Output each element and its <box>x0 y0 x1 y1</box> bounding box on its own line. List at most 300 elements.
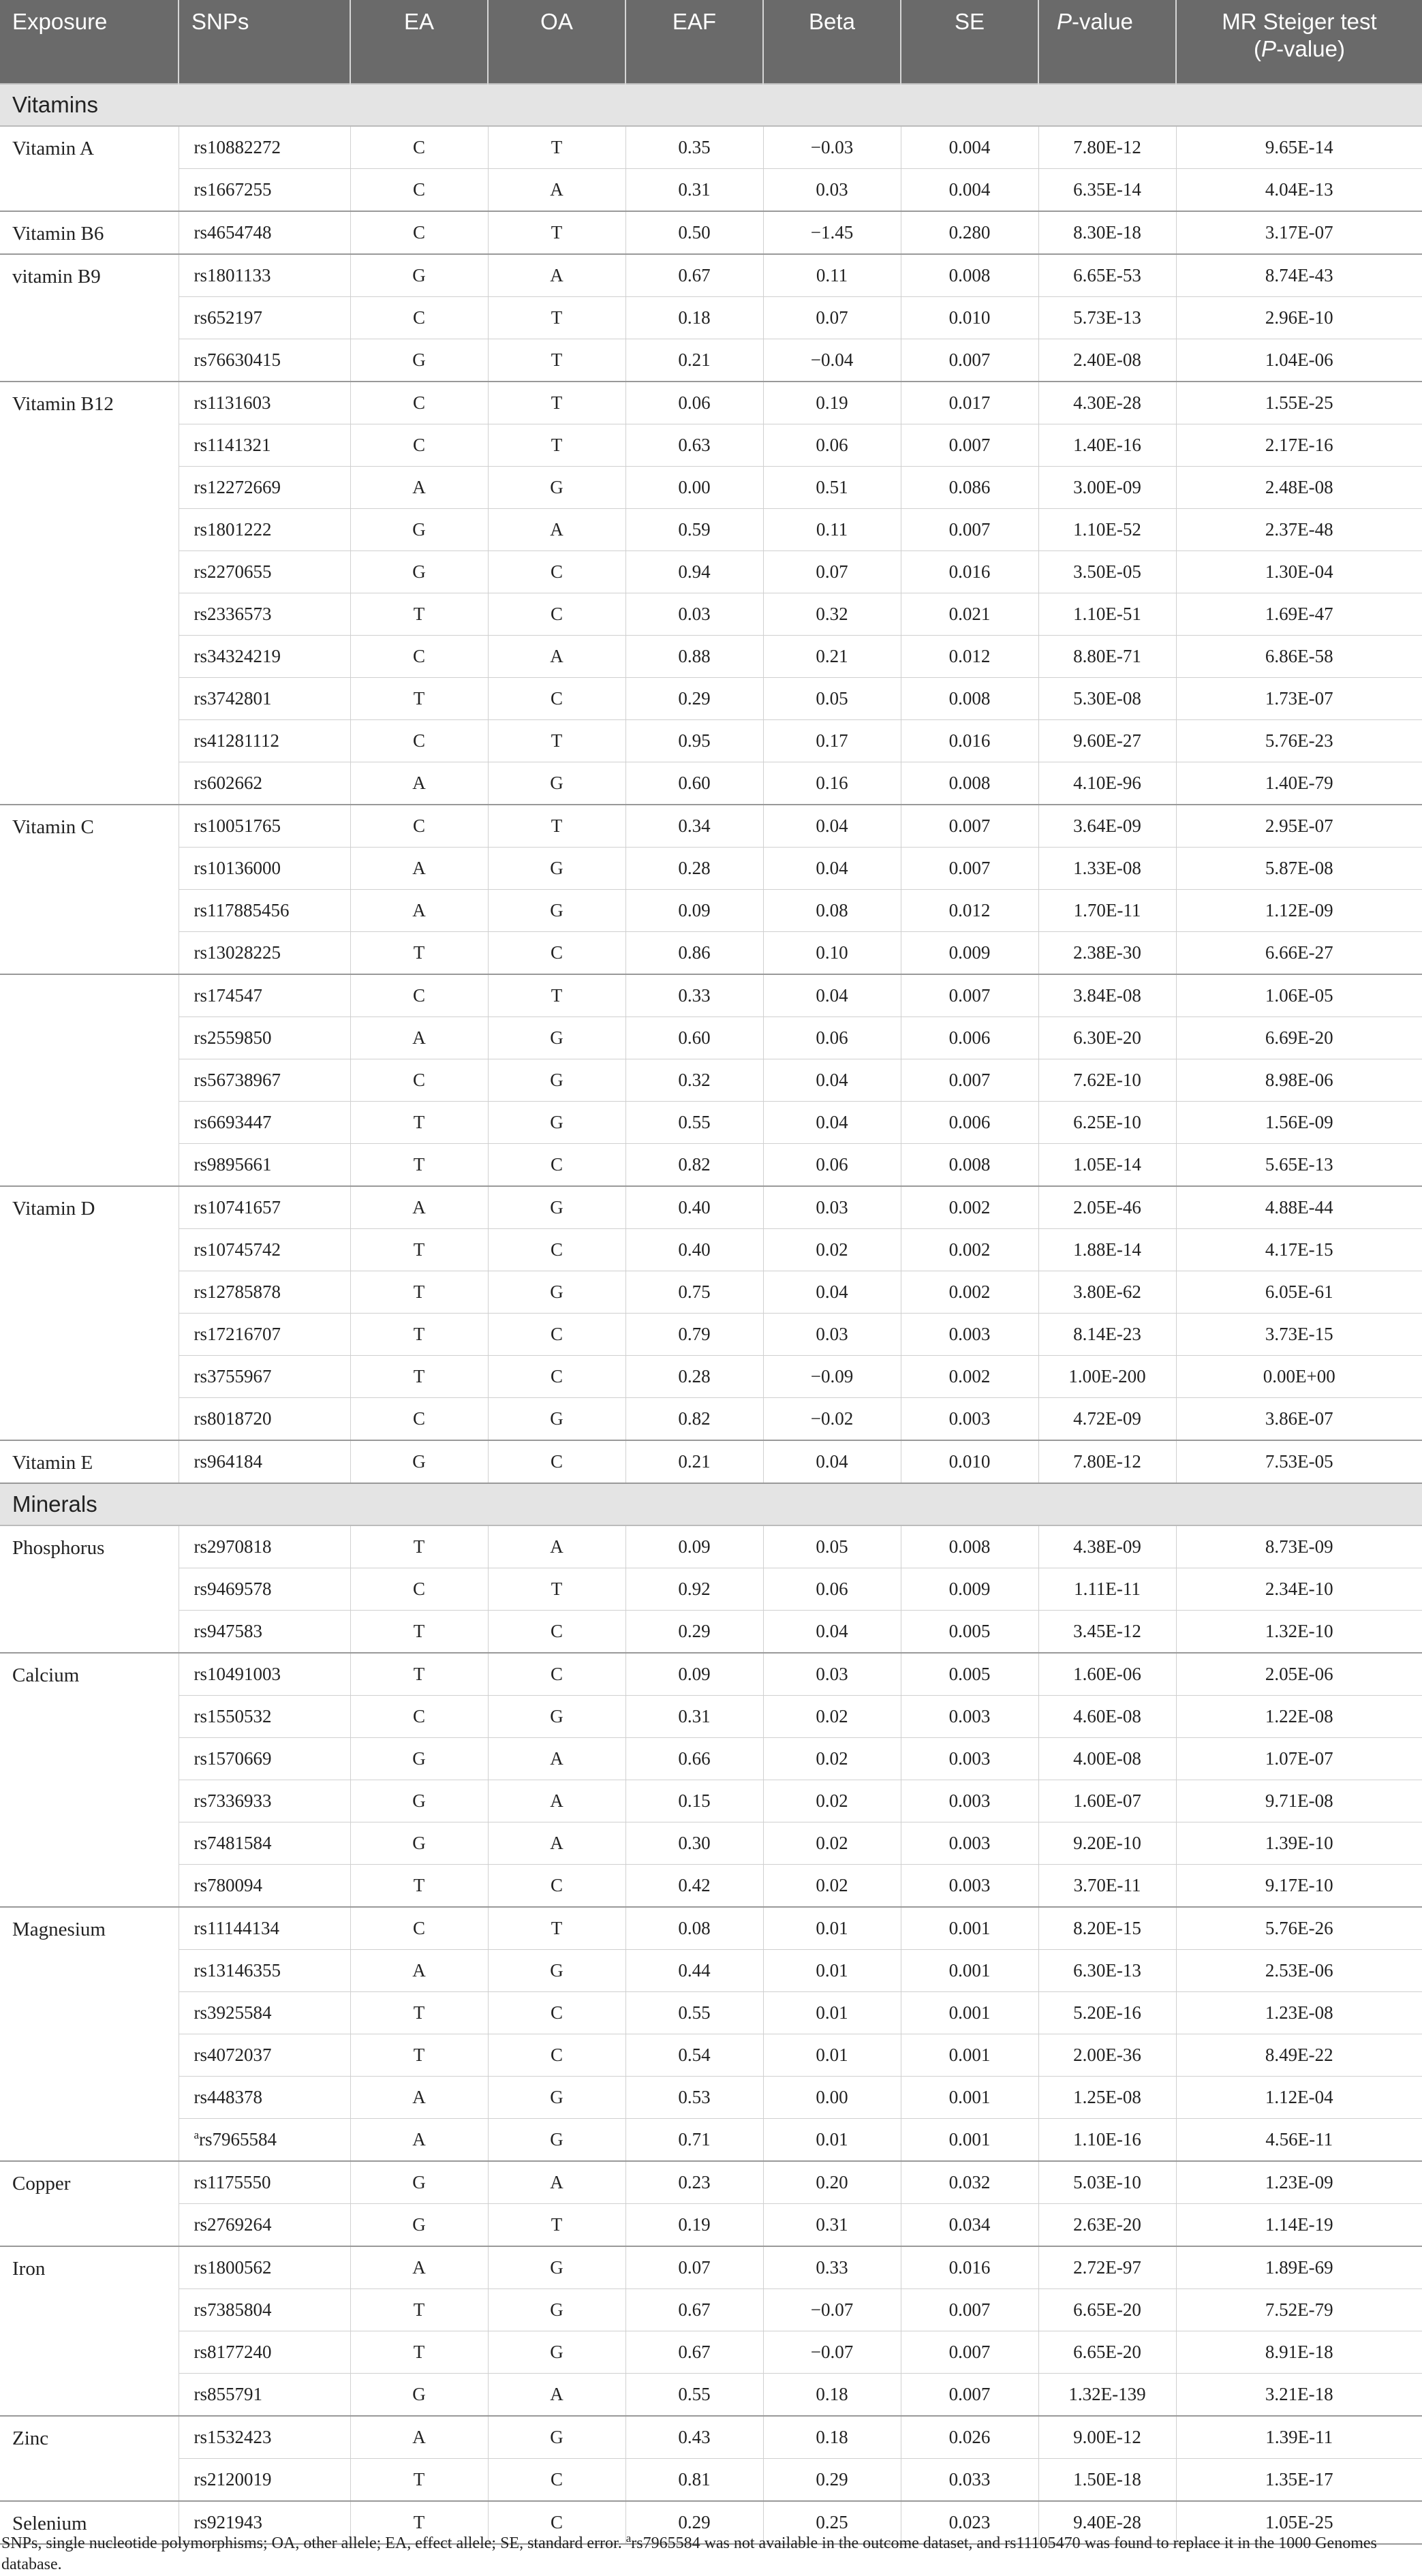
se-cell: 0.021 <box>901 593 1038 636</box>
ea-cell: T <box>350 1865 488 1908</box>
snp-id: rs2270655 <box>194 561 272 582</box>
pvalue-cell: 3.64E-09 <box>1038 805 1176 848</box>
snp-id: rs174547 <box>194 985 262 1006</box>
ea-cell: C <box>350 1398 488 1441</box>
exposure-cell: Selenium <box>0 2501 179 2544</box>
ea-cell: G <box>350 254 488 297</box>
eaf-cell: 0.44 <box>625 1950 763 1992</box>
se-cell: 0.009 <box>901 1568 1038 1611</box>
table-row <box>0 2374 1422 2417</box>
steiger-cell: 2.53E-06 <box>1176 1950 1422 1992</box>
table-row <box>0 1568 1422 1611</box>
snp-cell <box>179 805 350 848</box>
exposure-cell: Iron <box>0 2246 179 2416</box>
table-row <box>0 2246 1422 2289</box>
beta-cell: 0.25 <box>763 2501 901 2544</box>
se-cell: 0.006 <box>901 1017 1038 1059</box>
se-cell: 0.012 <box>901 636 1038 678</box>
ea-cell: A <box>350 2077 488 2119</box>
pvalue-cell: 1.10E-51 <box>1038 593 1176 636</box>
snp-id: rs10741657 <box>194 1197 281 1217</box>
eaf-cell: 0.42 <box>625 1865 763 1908</box>
snp-cell <box>179 1780 350 1822</box>
snp-cell <box>179 126 350 169</box>
eaf-cell: 0.82 <box>625 1144 763 1187</box>
exposure-cell: Vitamin B6 <box>0 211 179 254</box>
section-row <box>0 84 1422 126</box>
snp-cell <box>179 2119 350 2162</box>
oa-cell: G <box>488 1696 625 1738</box>
steiger-cell: 5.87E-08 <box>1176 848 1422 890</box>
pvalue-cell: 6.65E-20 <box>1038 2331 1176 2374</box>
snp-cell <box>179 1356 350 1398</box>
beta-cell: 0.21 <box>763 636 901 678</box>
snp-id: rs76630415 <box>194 350 281 370</box>
oa-cell: C <box>488 1865 625 1908</box>
table-row <box>0 1696 1422 1738</box>
snp-id: rs11144134 <box>194 1918 279 1938</box>
eaf-cell: 0.95 <box>625 720 763 762</box>
beta-cell: −0.07 <box>763 2331 901 2374</box>
snp-id: rs1141321 <box>194 435 271 455</box>
snp-cell <box>179 2161 350 2204</box>
beta-cell: 0.17 <box>763 720 901 762</box>
beta-cell: 0.05 <box>763 678 901 720</box>
eaf-cell: 0.09 <box>625 1525 763 1568</box>
oa-cell: G <box>488 467 625 509</box>
se-cell: 0.016 <box>901 720 1038 762</box>
ea-cell: G <box>350 1780 488 1822</box>
steiger-cell: 6.86E-58 <box>1176 636 1422 678</box>
oa-cell: G <box>488 1271 625 1314</box>
ea-cell: C <box>350 974 488 1017</box>
ea-cell: A <box>350 890 488 932</box>
se-cell: 0.001 <box>901 1992 1038 2034</box>
beta-cell: 0.03 <box>763 1314 901 1356</box>
table-row <box>0 2416 1422 2459</box>
oa-cell: G <box>488 2119 625 2162</box>
exposure-cell: vitamin B9 <box>0 254 179 382</box>
eaf-cell: 0.88 <box>625 636 763 678</box>
eaf-cell: 0.28 <box>625 848 763 890</box>
table-row <box>0 720 1422 762</box>
eaf-cell: 0.31 <box>625 1696 763 1738</box>
beta-cell: 0.07 <box>763 551 901 593</box>
se-cell: 0.034 <box>901 2204 1038 2247</box>
snp-cell <box>179 339 350 382</box>
ea-cell: T <box>350 593 488 636</box>
exposure-cell: Vitamin B12 <box>0 382 179 805</box>
steiger-cell: 1.55E-25 <box>1176 382 1422 424</box>
snp-id: rs3742801 <box>194 688 272 709</box>
snp-cell <box>179 509 350 551</box>
pvalue-cell: 1.10E-52 <box>1038 509 1176 551</box>
exposure-cell: Vitamin E <box>0 1440 179 1483</box>
se-cell: 0.009 <box>901 932 1038 975</box>
table-row <box>0 254 1422 297</box>
se-cell: 0.010 <box>901 1440 1038 1483</box>
table-row <box>0 1186 1422 1229</box>
eaf-cell: 0.94 <box>625 551 763 593</box>
oa-cell: A <box>488 2161 625 2204</box>
table-row <box>0 1398 1422 1441</box>
table-row <box>0 890 1422 932</box>
oa-cell: G <box>488 2289 625 2331</box>
footnote-text1: SNPs, single nucleotide polymorphisms; OA, other allele; EA, effect allele; SE, standard error. <box>1 2534 626 2552</box>
pvalue-cell: 9.20E-10 <box>1038 1822 1176 1865</box>
table-row <box>0 339 1422 382</box>
oa-cell: G <box>488 2077 625 2119</box>
snp-id: rs17216707 <box>194 1324 281 1344</box>
oa-cell: G <box>488 2331 625 2374</box>
steiger-cell: 1.23E-09 <box>1176 2161 1422 2204</box>
se-cell: 0.007 <box>901 424 1038 467</box>
snp-id: rs1131603 <box>194 392 271 413</box>
pvalue-cell: 1.32E-139 <box>1038 2374 1176 2417</box>
ea-cell: A <box>350 2246 488 2289</box>
pvalue-cell: 6.65E-53 <box>1038 254 1176 297</box>
ea-cell: G <box>350 1440 488 1483</box>
eaf-cell: 0.86 <box>625 932 763 975</box>
steiger-cell: 2.48E-08 <box>1176 467 1422 509</box>
table-row <box>0 762 1422 805</box>
ea-cell: T <box>350 2459 488 2502</box>
se-cell: 0.016 <box>901 2246 1038 2289</box>
snp-id: rs9469578 <box>194 1579 272 1599</box>
table-body <box>0 84 1422 2544</box>
se-cell: 0.004 <box>901 169 1038 212</box>
beta-cell: 0.01 <box>763 2119 901 2162</box>
snp-cell <box>179 382 350 424</box>
snp-cell <box>179 636 350 678</box>
pvalue-cell: 3.45E-12 <box>1038 1611 1176 1654</box>
oa-cell: T <box>488 2204 625 2247</box>
se-cell: 0.002 <box>901 1356 1038 1398</box>
ea-cell: G <box>350 1822 488 1865</box>
table-row <box>0 1440 1422 1483</box>
beta-cell: 0.04 <box>763 805 901 848</box>
se-cell: 0.008 <box>901 254 1038 297</box>
pvalue-cell: 8.30E-18 <box>1038 211 1176 254</box>
beta-cell: 0.31 <box>763 2204 901 2247</box>
eaf-cell: 0.67 <box>625 254 763 297</box>
pvalue-cell: 1.70E-11 <box>1038 890 1176 932</box>
table-row <box>0 974 1422 1017</box>
snp-cell <box>179 1102 350 1144</box>
oa-cell: T <box>488 1907 625 1950</box>
table-row <box>0 636 1422 678</box>
oa-cell: C <box>488 2501 625 2544</box>
oa-cell: G <box>488 2246 625 2289</box>
se-cell: 0.003 <box>901 1780 1038 1822</box>
se-cell: 0.033 <box>901 2459 1038 2502</box>
oa-cell: C <box>488 1653 625 1696</box>
steiger-cell: 4.04E-13 <box>1176 169 1422 212</box>
snp-cell <box>179 1950 350 1992</box>
ea-cell: G <box>350 2374 488 2417</box>
ea-cell: C <box>350 1907 488 1950</box>
snp-id: rs652197 <box>194 307 262 328</box>
table-row <box>0 1865 1422 1908</box>
ea-cell: T <box>350 2034 488 2077</box>
steiger-cell: 1.06E-05 <box>1176 974 1422 1017</box>
eaf-cell: 0.09 <box>625 890 763 932</box>
header-oa: OA <box>488 0 625 84</box>
section-title: Vitamins <box>0 84 1422 126</box>
oa-cell: G <box>488 890 625 932</box>
oa-cell: T <box>488 974 625 1017</box>
oa-cell: C <box>488 1144 625 1187</box>
snp-cell <box>179 424 350 467</box>
pvalue-cell: 1.25E-08 <box>1038 2077 1176 2119</box>
steiger-cell: 9.65E-14 <box>1176 126 1422 169</box>
table-row <box>0 2331 1422 2374</box>
pvalue-cell: 5.30E-08 <box>1038 678 1176 720</box>
table-row <box>0 1525 1422 1568</box>
snp-cell <box>179 467 350 509</box>
beta-cell: −0.09 <box>763 1356 901 1398</box>
oa-cell: G <box>488 1059 625 1102</box>
se-cell: 0.003 <box>901 1865 1038 1908</box>
oa-cell: G <box>488 1950 625 1992</box>
ea-cell: A <box>350 2416 488 2459</box>
snp-cell <box>179 1059 350 1102</box>
eaf-cell: 0.54 <box>625 2034 763 2077</box>
beta-cell: −0.02 <box>763 1398 901 1441</box>
beta-cell: 0.04 <box>763 1059 901 1102</box>
header-snps: SNPs <box>179 0 350 84</box>
snp-id: rs4654748 <box>194 222 272 243</box>
table-row <box>0 1314 1422 1356</box>
oa-cell: C <box>488 551 625 593</box>
steiger-cell: 1.35E-17 <box>1176 2459 1422 2502</box>
snp-id: rs964184 <box>194 1451 262 1472</box>
snp-cell <box>179 593 350 636</box>
pvalue-cell: 1.00E-200 <box>1038 1356 1176 1398</box>
table-row <box>0 1102 1422 1144</box>
steiger-cell: 2.96E-10 <box>1176 297 1422 339</box>
beta-cell: 0.02 <box>763 1865 901 1908</box>
snp-id: rs1570669 <box>194 1748 272 1769</box>
table-row <box>0 1653 1422 1696</box>
steiger-cell: 8.73E-09 <box>1176 1525 1422 1568</box>
snp-cell <box>179 1144 350 1187</box>
ea-cell: A <box>350 467 488 509</box>
eaf-cell: 0.00 <box>625 467 763 509</box>
snp-cell <box>179 2204 350 2247</box>
oa-cell: T <box>488 1568 625 1611</box>
oa-cell: T <box>488 720 625 762</box>
beta-cell: 0.06 <box>763 1568 901 1611</box>
snp-id: rs3755967 <box>194 1366 272 1386</box>
snp-id: rs8018720 <box>194 1408 272 1429</box>
beta-cell: 0.02 <box>763 1229 901 1271</box>
ea-cell: A <box>350 1186 488 1229</box>
ea-cell: T <box>350 1525 488 1568</box>
snp-cell <box>179 297 350 339</box>
eaf-cell: 0.55 <box>625 1102 763 1144</box>
snp-id: rs1175550 <box>194 2172 271 2192</box>
header-steiger-rest: -value) <box>1276 36 1345 61</box>
snp-cell <box>179 2416 350 2459</box>
pvalue-cell: 4.38E-09 <box>1038 1525 1176 1568</box>
se-cell: 0.007 <box>901 2331 1038 2374</box>
eaf-cell: 0.92 <box>625 1568 763 1611</box>
snp-cell <box>179 1611 350 1654</box>
steiger-cell: 4.17E-15 <box>1176 1229 1422 1271</box>
steiger-cell: 8.49E-22 <box>1176 2034 1422 2077</box>
header-steiger-line1: MR Steiger test <box>1222 9 1377 34</box>
header-pvalue <box>1038 0 1176 84</box>
snp-id: rs12272669 <box>194 477 281 497</box>
pvalue-cell: 1.60E-06 <box>1038 1653 1176 1696</box>
eaf-cell: 0.63 <box>625 424 763 467</box>
beta-cell: 0.04 <box>763 1440 901 1483</box>
ea-cell: T <box>350 1992 488 2034</box>
beta-cell: 0.18 <box>763 2416 901 2459</box>
steiger-cell: 1.69E-47 <box>1176 593 1422 636</box>
ea-cell: T <box>350 1611 488 1654</box>
pvalue-cell: 4.10E-96 <box>1038 762 1176 805</box>
snp-id: rs947583 <box>194 1621 262 1641</box>
table-row <box>0 1356 1422 1398</box>
steiger-cell: 9.71E-08 <box>1176 1780 1422 1822</box>
snp-cell <box>179 2459 350 2502</box>
steiger-cell: 6.66E-27 <box>1176 932 1422 975</box>
se-cell: 0.003 <box>901 1696 1038 1738</box>
oa-cell: G <box>488 848 625 890</box>
beta-cell: 0.03 <box>763 169 901 212</box>
steiger-cell: 5.76E-23 <box>1176 720 1422 762</box>
eaf-cell: 0.55 <box>625 1992 763 2034</box>
steiger-cell: 1.39E-11 <box>1176 2416 1422 2459</box>
oa-cell: C <box>488 1356 625 1398</box>
eaf-cell: 0.09 <box>625 1653 763 1696</box>
se-cell: 0.012 <box>901 890 1038 932</box>
se-cell: 0.006 <box>901 1102 1038 1144</box>
beta-cell: 0.02 <box>763 1696 901 1738</box>
beta-cell: 0.01 <box>763 2034 901 2077</box>
oa-cell: G <box>488 1017 625 1059</box>
pvalue-cell: 4.72E-09 <box>1038 1398 1176 1441</box>
beta-cell: 0.08 <box>763 890 901 932</box>
eaf-cell: 0.06 <box>625 382 763 424</box>
snp-id: rs448378 <box>194 2087 262 2107</box>
ea-cell: C <box>350 211 488 254</box>
ea-cell: A <box>350 848 488 890</box>
ea-cell: C <box>350 720 488 762</box>
steiger-cell: 6.05E-61 <box>1176 1271 1422 1314</box>
snp-id: rs1801133 <box>194 265 271 285</box>
oa-cell: T <box>488 126 625 169</box>
beta-cell: 0.06 <box>763 424 901 467</box>
se-cell: 0.007 <box>901 509 1038 551</box>
table-row <box>0 1950 1422 1992</box>
snp-id: rs602662 <box>194 773 262 793</box>
pvalue-cell: 2.05E-46 <box>1038 1186 1176 1229</box>
header-pvalue-rest: -value <box>1072 9 1133 34</box>
snp-cell <box>179 551 350 593</box>
eaf-cell: 0.34 <box>625 805 763 848</box>
steiger-cell: 7.53E-05 <box>1176 1440 1422 1483</box>
se-cell: 0.008 <box>901 1525 1038 1568</box>
eaf-cell: 0.55 <box>625 2374 763 2417</box>
table-row <box>0 2161 1422 2204</box>
snp-id: rs6693447 <box>194 1112 272 1132</box>
table-row <box>0 1738 1422 1780</box>
se-cell: 0.003 <box>901 1738 1038 1780</box>
table-row <box>0 1271 1422 1314</box>
se-cell: 0.002 <box>901 1271 1038 1314</box>
snp-cell <box>179 848 350 890</box>
oa-cell: T <box>488 297 625 339</box>
beta-cell: −0.07 <box>763 2289 901 2331</box>
beta-cell: 0.29 <box>763 2459 901 2502</box>
table-row <box>0 1611 1422 1654</box>
snp-cell <box>179 254 350 297</box>
beta-cell: 0.05 <box>763 1525 901 1568</box>
eaf-cell: 0.43 <box>625 2416 763 2459</box>
snp-id: rs1800562 <box>194 2257 272 2278</box>
pvalue-cell: 5.20E-16 <box>1038 1992 1176 2034</box>
table-row <box>0 1907 1422 1950</box>
header-exposure: Exposure <box>0 0 179 84</box>
steiger-cell: 0.00E+00 <box>1176 1356 1422 1398</box>
ea-cell: T <box>350 2331 488 2374</box>
beta-cell: 0.07 <box>763 297 901 339</box>
table-row <box>0 126 1422 169</box>
beta-cell: 0.04 <box>763 1611 901 1654</box>
oa-cell: T <box>488 382 625 424</box>
se-cell: 0.004 <box>901 126 1038 169</box>
ea-cell: C <box>350 382 488 424</box>
pvalue-cell: 6.25E-10 <box>1038 1102 1176 1144</box>
steiger-cell: 6.69E-20 <box>1176 1017 1422 1059</box>
table-row <box>0 805 1422 848</box>
ea-cell: C <box>350 424 488 467</box>
ea-cell: T <box>350 1653 488 1696</box>
oa-cell: A <box>488 509 625 551</box>
pvalue-cell: 4.60E-08 <box>1038 1696 1176 1738</box>
oa-cell: C <box>488 2459 625 2502</box>
eaf-cell: 0.75 <box>625 1271 763 1314</box>
snp-cell <box>179 1017 350 1059</box>
table-row <box>0 848 1422 890</box>
oa-cell: T <box>488 805 625 848</box>
oa-cell: C <box>488 1611 625 1654</box>
eaf-cell: 0.66 <box>625 1738 763 1780</box>
snp-id: rs9895661 <box>194 1154 272 1175</box>
table-row <box>0 169 1422 212</box>
eaf-cell: 0.50 <box>625 211 763 254</box>
ea-cell: A <box>350 1017 488 1059</box>
ea-cell: T <box>350 2501 488 2544</box>
steiger-cell: 8.74E-43 <box>1176 254 1422 297</box>
beta-cell: 0.20 <box>763 2161 901 2204</box>
pvalue-cell: 1.33E-08 <box>1038 848 1176 890</box>
eaf-cell: 0.67 <box>625 2289 763 2331</box>
pvalue-cell: 3.70E-11 <box>1038 1865 1176 1908</box>
table-row <box>0 509 1422 551</box>
snp-id: rs10491003 <box>194 1664 281 1684</box>
oa-cell: G <box>488 2416 625 2459</box>
eaf-cell: 0.33 <box>625 974 763 1017</box>
se-cell: 0.005 <box>901 1611 1038 1654</box>
se-cell: 0.001 <box>901 2077 1038 2119</box>
snp-id: rs4072037 <box>194 2045 272 2065</box>
snp-cell <box>179 2246 350 2289</box>
pvalue-cell: 3.84E-08 <box>1038 974 1176 1017</box>
